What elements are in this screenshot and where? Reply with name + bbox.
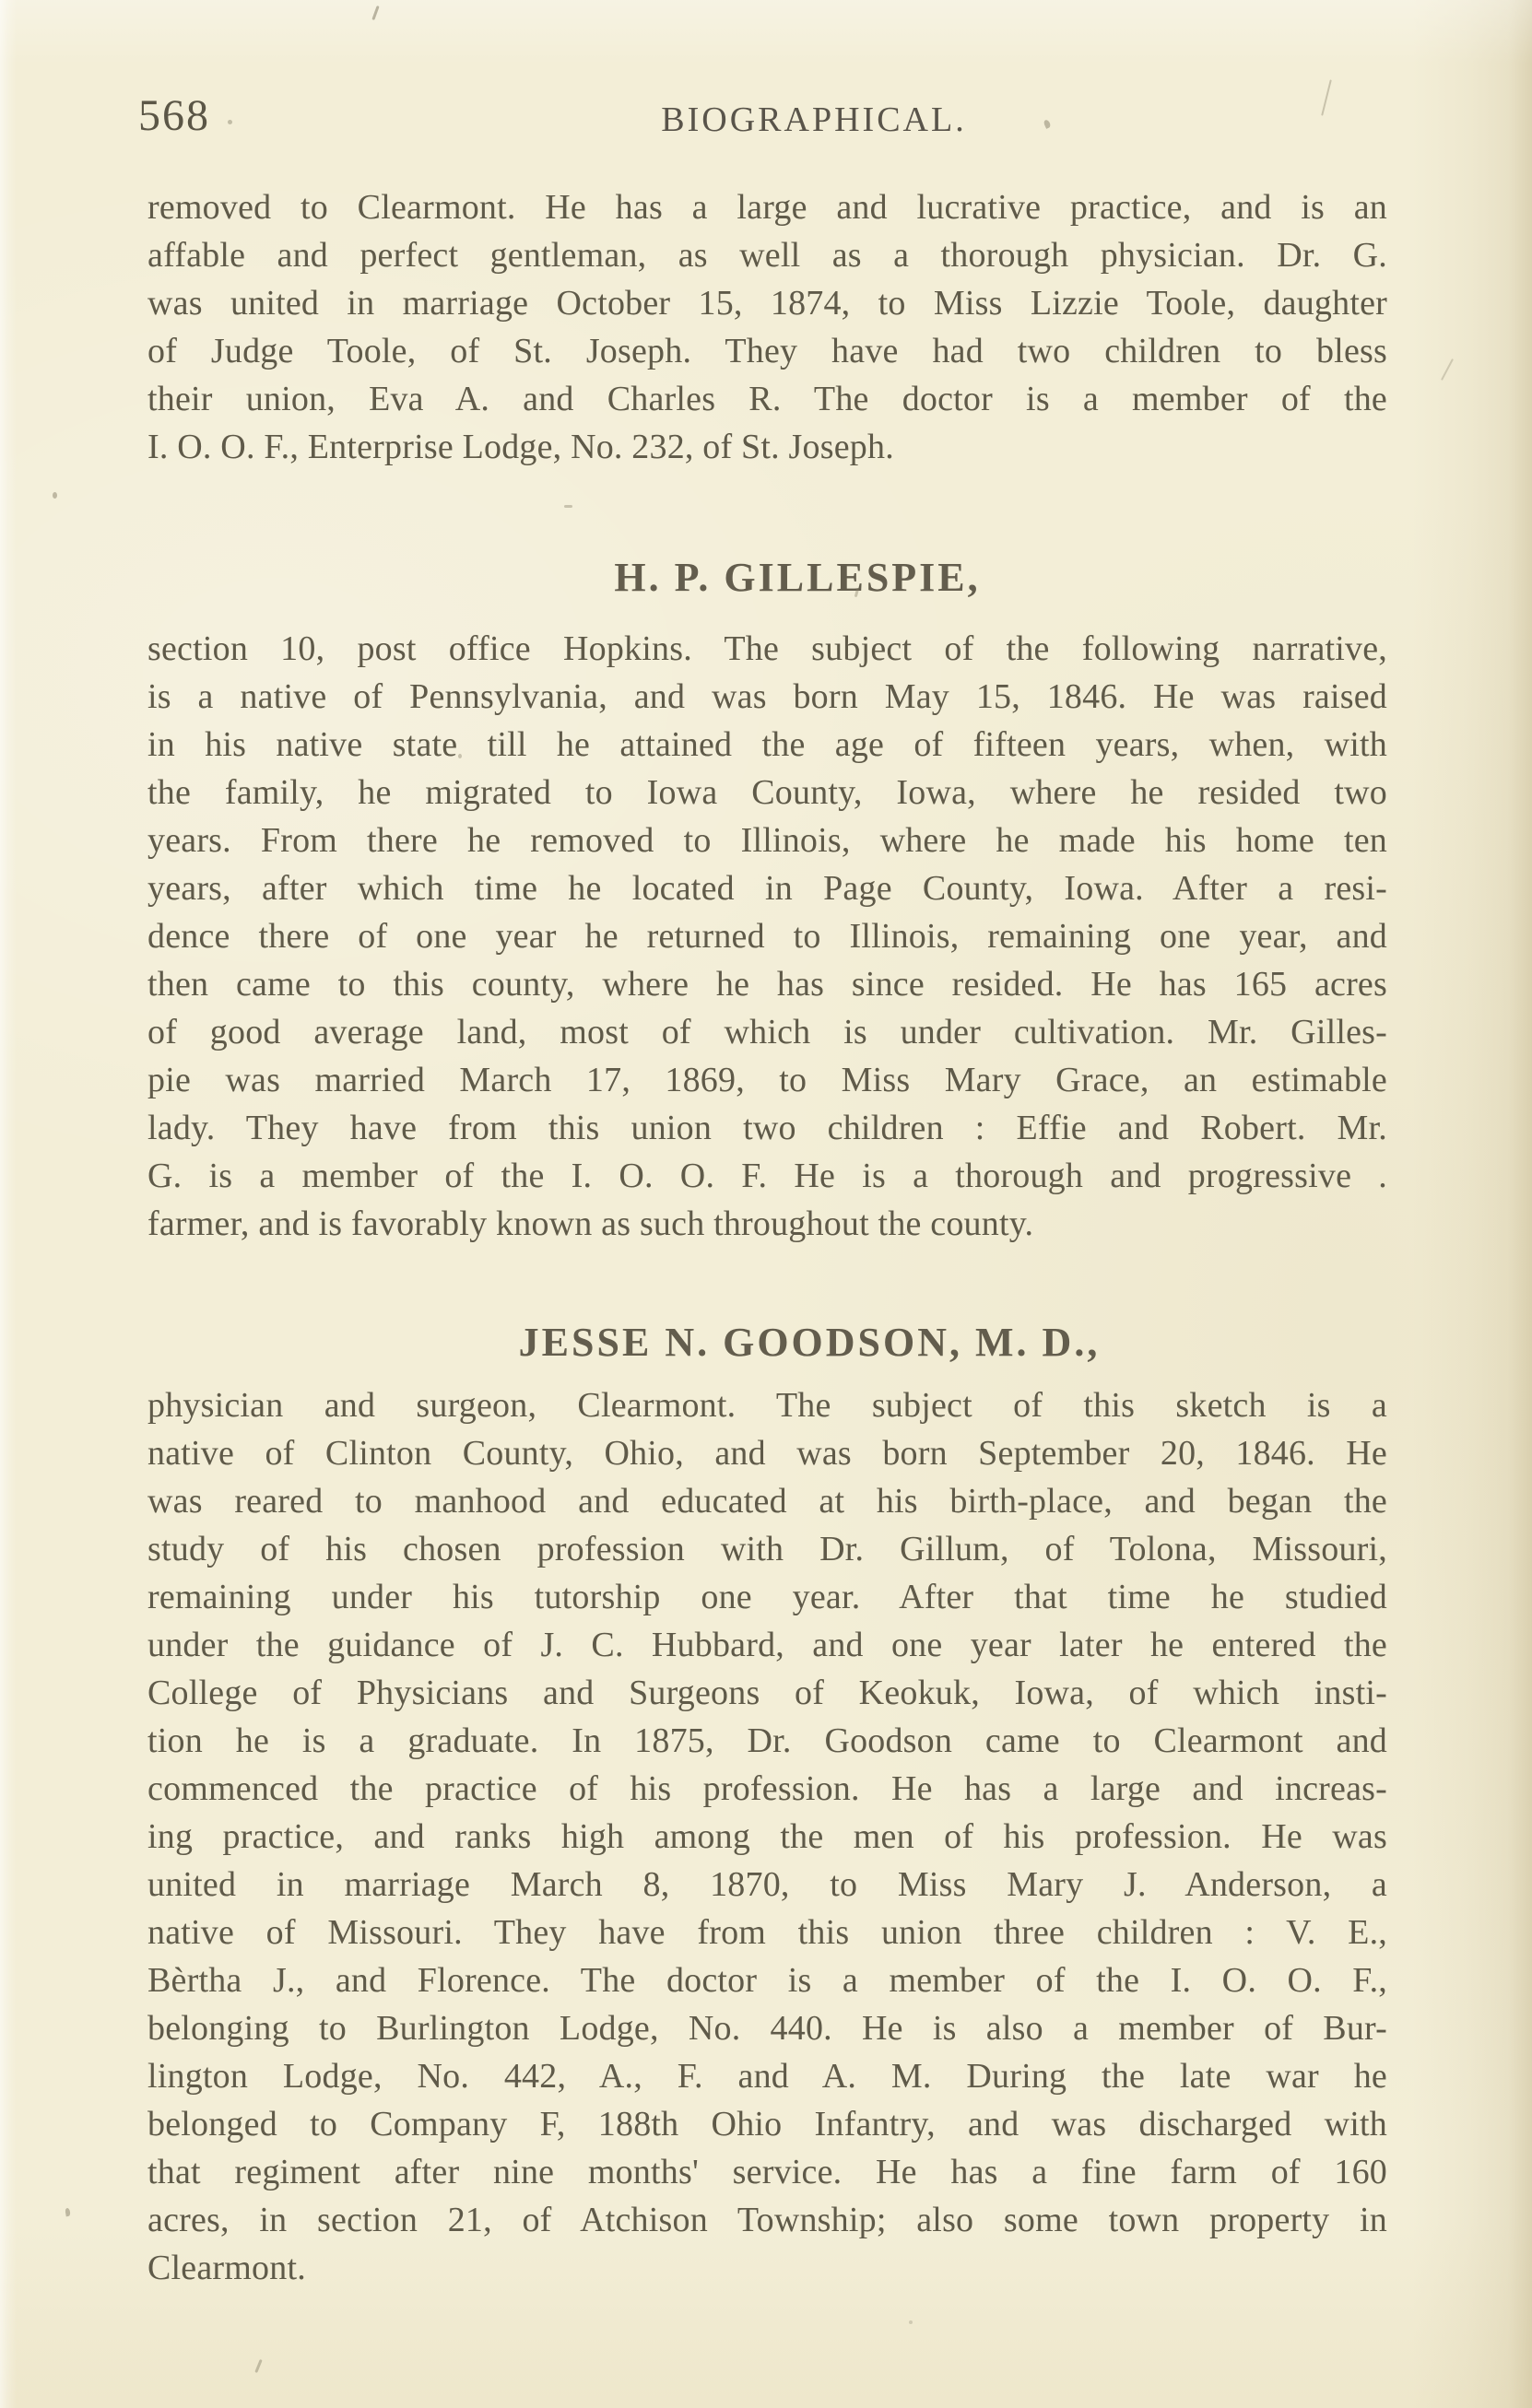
text-line: remaining under his tutorship one year. After that time he studied: [147, 1578, 1387, 1616]
text-line: that regiment after nine months' service. He has a fine farm of 160: [147, 2153, 1387, 2191]
text-line: College of Physicians and Surgeons of Keokuk, Iowa, of which insti-: [147, 1674, 1387, 1712]
scan-artifact: [909, 2320, 913, 2324]
text-line: I. O. O. F., Enterprise Lodge, No. 232, of St. Joseph.: [147, 428, 894, 466]
text-line: physician and surgeon, Clearmont. The subject of this sketch is a: [147, 1386, 1387, 1425]
scan-artifact: [228, 120, 232, 124]
scan-artifact: [458, 754, 462, 758]
text-line: the family, he migrated to Iowa County, Iowa, where he resided two: [147, 773, 1387, 812]
entry-paragraph-goodson: [147, 1381, 1387, 2292]
text-line: under the guidance of J. C. Hubbard, and one year later he entered the: [147, 1626, 1387, 1664]
text-line: is a native of Pennsylvania, and was born May 15, 1846. He was raised: [147, 677, 1387, 716]
scan-artifact: [1043, 119, 1051, 129]
scan-artifact: [1321, 79, 1332, 115]
text-line: section 10, post office Hopkins. The subject of the following narrative,: [147, 629, 1387, 668]
text-line: farmer, and is favorably known as such throughout the county.: [147, 1204, 1034, 1243]
text-line: was reared to manhood and educated at his birth-place, and began the: [147, 1482, 1387, 1521]
text-line: ing practice, and ranks high among the men of his profession. He was: [147, 1817, 1387, 1856]
text-line: lington Lodge, No. 442, A., F. and A. M. During the late war he: [147, 2057, 1387, 2096]
text-line: tion he is a graduate. In 1875, Dr. Goodson came to Clearmont and: [147, 1721, 1387, 1760]
text-line: was united in marriage October 15, 1874, to Miss Lizzie Toole, daughter: [147, 284, 1387, 323]
text-line: belonging to Burlington Lodge, No. 440. He is also a member of Bur-: [147, 2009, 1387, 2048]
text-line: in his native state till he attained the age of fifteen years, when, with: [147, 725, 1387, 764]
continued-paragraph: [147, 183, 1387, 471]
text-line: removed to Clearmont. He has a large and lucrative practice, and is an: [147, 188, 1387, 227]
text-line: lady. They have from this union two children : Effie and Robert. Mr.: [147, 1109, 1387, 1147]
text-line: of Judge Toole, of St. Joseph. They have had two children to bless: [147, 332, 1387, 370]
text-line: commenced the practice of his profession. He has a large and increas-: [147, 1769, 1387, 1808]
text-line: pie was married March 17, 1869, to Miss Mary Grace, an estimable: [147, 1061, 1387, 1099]
scan-artifact: [65, 2208, 70, 2217]
entry-heading-goodson: JESSE N. GOODSON, M. D.,: [518, 1319, 1101, 1365]
entry-paragraph-gillespie: [147, 625, 1387, 1248]
scan-artifact: [564, 505, 572, 508]
text-line: of good average land, most of which is under cultivation. Mr. Gilles-: [147, 1013, 1387, 1051]
scan-artifact: [1441, 358, 1454, 381]
text-line: Bèrtha J., and Florence. The doctor is a member of the I. O. O. F.,: [147, 1961, 1387, 2000]
entry-heading-gillespie: H. P. GILLESPIE,: [614, 554, 981, 600]
text-line: Clearmont.: [147, 2249, 306, 2287]
running-header-title: BIOGRAPHICAL.: [661, 100, 967, 139]
text-line: G. is a member of the I. O. O. F. He is a thorough and progressive .: [147, 1157, 1387, 1195]
text-line: study of his chosen profession with Dr. Gillum, of Tolona, Missouri,: [147, 1530, 1387, 1568]
text-line: affable and perfect gentleman, as well as a thorough physician. Dr. G.: [147, 236, 1387, 275]
text-line: their union, Eva A. and Charles R. The doctor is a member of the: [147, 380, 1387, 418]
scan-artifact: [53, 492, 57, 499]
scan-artifact: [371, 6, 379, 20]
text-line: acres, in section 21, of Atchison Township; also some town property in: [147, 2201, 1387, 2239]
scan-artifact: [254, 2359, 262, 2373]
text-line: then came to this county, where he has since resided. He has 165 acres: [147, 965, 1387, 1004]
text-line: dence there of one year he returned to Illinois, remaining one year, and: [147, 917, 1387, 956]
text-line: united in marriage March 8, 1870, to Miss Mary J. Anderson, a: [147, 1865, 1387, 1904]
text-line: years, after which time he located in Page County, Iowa. After a resi-: [147, 869, 1387, 908]
text-line: native of Clinton County, Ohio, and was born September 20, 1846. He: [147, 1434, 1387, 1473]
text-line: years. From there he removed to Illinois, where he made his home ten: [147, 821, 1387, 860]
text-line: belonged to Company F, 188th Ohio Infantry, and was discharged with: [147, 2105, 1387, 2144]
text-line: native of Missouri. They have from this union three children : V. E.,: [147, 1913, 1387, 1952]
page-number: 568: [138, 91, 210, 140]
